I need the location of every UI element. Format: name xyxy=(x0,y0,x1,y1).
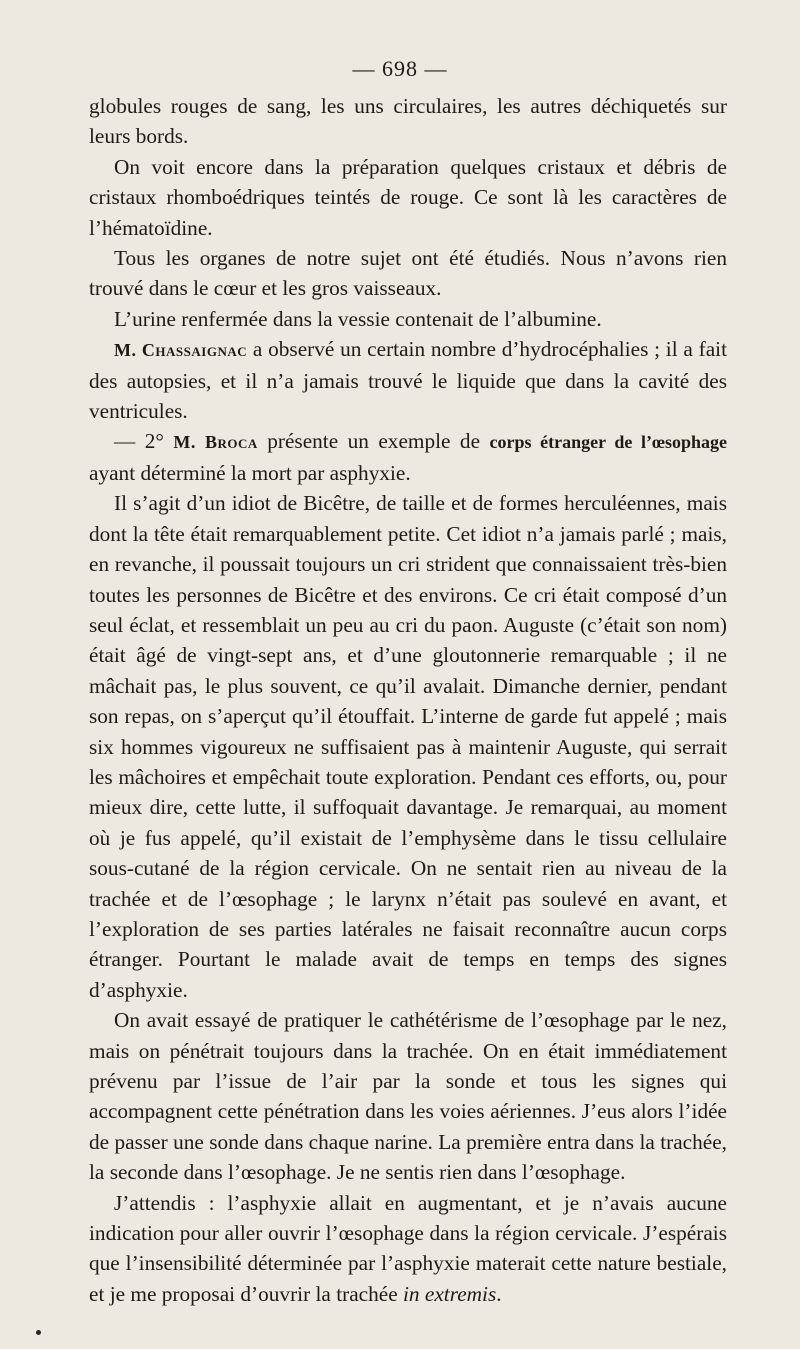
item-prefix: — 2° xyxy=(114,429,174,454)
paragraph-5 xyxy=(89,334,727,426)
paragraph-9-text: J’attendis : l’asphyxie allait en augmentant, et je n’avais aucune indication pour aller ouvrir l’œsophage dans la région cervicale. J’espérais que l’insensibilité déterminée par l’asphyxie materait cette nature bestiale, et je me proposai d’ouvrir la trachée xyxy=(89,1190,727,1306)
paragraph-9 xyxy=(89,1188,727,1310)
paragraph-8: On avait essayé de pratiquer le cathétérisme de l’œsophage par le nez, mais on pénétrait toujours dans la trachée. On en était immédiatement prévenu par l’issue de l’air par la sonde et tous les signes qui accompagnent cette pénétration dans les voies aériennes. J’eus alors l’idée de passer une sonde dans chaque narine. La première entra dans la trachée, la seconde dans l’œsophage. Je ne sentis rien dans l’œsophage. xyxy=(89,1008,727,1185)
paragraph-6 xyxy=(89,426,727,488)
paragraph-6-text-1: présente un exemple de xyxy=(257,429,490,454)
paragraph-9-end: . xyxy=(496,1281,502,1306)
paragraph-4: L’urine renfermée dans la vessie contenait de l’albumine. xyxy=(114,306,602,331)
paragraph-7: Il s’agit d’un idiot de Bicêtre, de taille et de formes herculéennes, mais dont la tête était remarquablement petite. Cet idiot n’a jamais parlé ; mais, en revanche, il poussait toujours un cri strident que connaissaient très-bien toutes les personnes de Bicêtre et des environs. Ce cri était composé d’un seul éclat, et ressemblait un peu au cri du paon. Auguste (c’était son nom) était âgé de vingt-sept ans, et d’une gloutonnerie remarquable ; il ne mâchait pas, le plus souvent, ce qu’il avalait. Dimanche dernier, pendant son repas, on s’aperçut qu’il étouffait. L’interne de garde fut appelé ; mais six hommes vigoureux ne suffisaient pas à maintenir Auguste, qui serrait les mâchoires et empêchait toute exploration. Pendant ces efforts, ou, pour mieux dire, cette lutte, il suffoquait davantage. Je remarquai, au moment où je fus appelé, qu’il existait de l’emphysème dans le tissu cellulaire sous-cutané de la région cervicale. On ne sentait rien au niveau de la trachée et de l’œsophage ; le larynx n’était pas soulevé en avant, et l’exploration de ses parties latérales ne faisait reconnaître aucun corps étranger. Pourtant le malade avait de temps en temps des signes d’asphyxie. xyxy=(89,491,727,1002)
paragraph-6-text-2: ayant déterminé la mort par asphyxie. xyxy=(89,460,411,485)
italic-phrase: in extremis xyxy=(403,1281,497,1306)
paragraph-2: On voit encore dans la préparation quelques cristaux et débris de cristaux rhomboédriques teintés de rouge. Ce sont là les caractères de l’hématoïdine. xyxy=(89,154,727,240)
paragraph-3: Tous les organes de notre sujet ont été étudiés. Nous n’avons rien trouvé dans le cœur et les gros vaisseaux. xyxy=(89,246,727,301)
ink-spot xyxy=(36,1330,41,1335)
paragraph-1: globules rouges de sang, les uns circulaires, les autres déchiquetés sur leurs bords. xyxy=(89,94,727,149)
body-text xyxy=(89,91,727,1309)
topic-title: corps étranger de l’œsophage xyxy=(489,432,727,453)
speaker-name: M. Chassaignac xyxy=(114,340,248,361)
speaker-name: M. Broca xyxy=(173,432,258,453)
page-number-header: — 698 — xyxy=(352,56,448,81)
paragraph-5-text: a observé un certain nombre d’hydrocéphalies ; il a fait des autopsies, et il n’a jamais trouvé le liquide que dans la cavité des ventricules. xyxy=(89,337,728,424)
